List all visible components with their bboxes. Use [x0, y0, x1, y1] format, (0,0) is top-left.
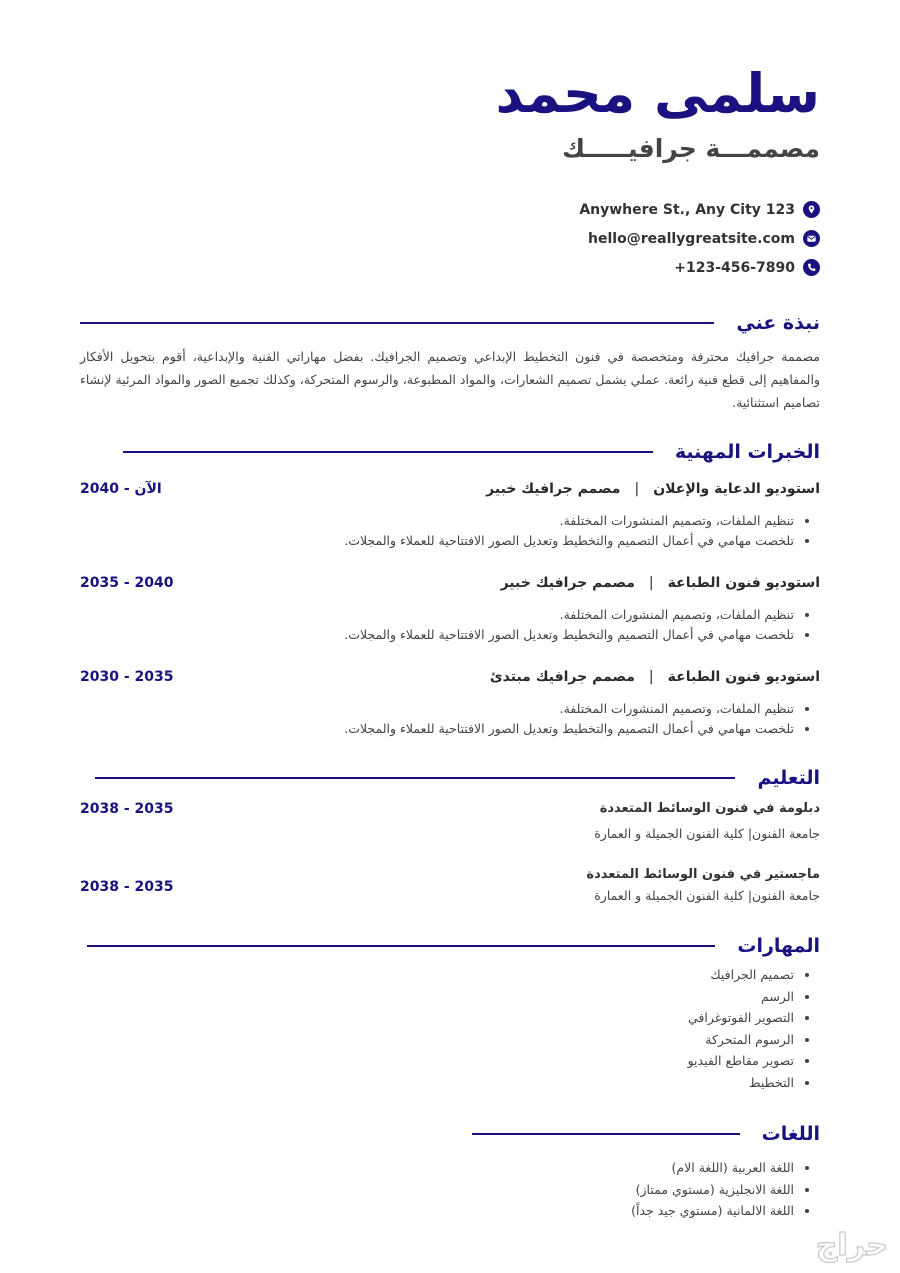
education-divider: [95, 777, 735, 779]
job-2-duties: [344, 605, 820, 645]
experience-heading: الخبرات المهنية: [674, 441, 820, 463]
education-1-institution: جامعة الفنون| كلية الفنون الجميلة و العمارة: [594, 826, 820, 841]
job-3-header: [80, 669, 820, 685]
list-item: • اللغة الانجليزية (مستوي ممتاز): [631, 1179, 794, 1201]
job-3-date: 2030 - 2035: [80, 669, 174, 685]
phone-icon: [803, 259, 820, 276]
list-item: • تنظيم الملفات، وتصميم المنشورات المختلفة.: [344, 605, 794, 625]
resume-title: مصممـــة جرافيـــــك: [562, 134, 820, 163]
skills-heading: المهارات: [737, 935, 820, 957]
list-item: • تلخصت مهامي في أعمال التصميم والتخطيط وتعديل الصور الافتتاحية للعملاء والمجلات.: [344, 719, 794, 739]
experience-divider: [123, 451, 653, 453]
job-1-duties: [344, 511, 820, 551]
languages-heading: اللغات: [761, 1123, 820, 1145]
phone-text: +123-456-7890: [674, 259, 795, 276]
contact-phone: [674, 259, 820, 276]
job-1-header: [80, 481, 820, 497]
skills-divider: [87, 945, 715, 947]
list-item: • التصوير الفوتوغرافي: [688, 1007, 794, 1029]
education-2-title: ماجستير في فنون الوسائط المتعددة: [586, 867, 820, 882]
section-skills: [80, 935, 820, 957]
section-about: [80, 312, 820, 334]
about-text: مصممة جرافيك محترفة ومتخصصة في فنون التخطيط الإبداعي وتصميم الجرافيك. بفضل مهاراتي الفنية والإبداعية، أقوم بتحويل الأفكار والمفاهيم إلى قطع فنية رائعة. عملي يشمل تصميم الشعارات، والمواد المطبوعة، والرسوم المتحركة، وكذلك تجميع الصور والمواد المرئية لإنشاء تصاميم استثنائية.: [80, 349, 820, 410]
about-heading: نبذة عني: [736, 312, 820, 334]
languages-list: [631, 1157, 820, 1222]
list-item: • الرسم: [688, 986, 794, 1008]
email-text: hello@reallygreatsite.com: [588, 230, 795, 247]
list-item: • تلخصت مهامي في أعمال التصميم والتخطيط وتعديل الصور الافتتاحية للعملاء والمجلات.: [344, 625, 794, 645]
haraj-watermark: حراج: [815, 1228, 888, 1263]
education-heading: التعليم: [757, 767, 820, 789]
education-1-date: 2038 - 2035: [80, 801, 174, 817]
list-item: • اللغة العربية (اللغة الام): [631, 1157, 794, 1179]
section-experience: [80, 441, 820, 463]
job-2-date: 2035 - 2040: [80, 575, 174, 591]
job-2-title: استوديو فنون الطباعة|مصمم جرافيك خبير: [500, 575, 820, 591]
list-item: • تصوير مقاطع الفيديو: [688, 1050, 794, 1072]
job-1-date: 2040 - الآن: [80, 481, 162, 497]
list-item: • الرسوم المتحركة: [688, 1029, 794, 1051]
list-item: • تنظيم الملفات، وتصميم المنشورات المختلفة.: [344, 511, 794, 531]
location-pin-icon: [803, 201, 820, 218]
address-text: Anywhere St., Any City 123: [579, 201, 795, 218]
job-2-header: [80, 575, 820, 591]
job-3-title: استوديو فنون الطباعة|مصمم جرافيك مبتدئ: [489, 669, 820, 685]
job-3-duties: [344, 699, 820, 739]
list-item: • تلخصت مهامي في أعمال التصميم والتخطيط وتعديل الصور الافتتاحية للعملاء والمجلات.: [344, 531, 794, 551]
list-item: • اللغة الالمانية (مستوي جيد جداً): [631, 1200, 794, 1222]
languages-divider: [472, 1133, 740, 1135]
skills-list: [688, 964, 820, 1094]
job-1-title: استوديو الدعاية والإعلان|مصمم جرافيك خبير: [486, 481, 820, 497]
list-item: • تصميم الجرافيك: [688, 964, 794, 986]
about-divider: [80, 322, 714, 324]
education-1-title: دبلومة في فنون الوسائط المتعددة: [599, 801, 820, 816]
resume-name: سلمى محمد: [495, 62, 820, 125]
contact-address: [579, 201, 820, 218]
section-languages: [470, 1123, 820, 1145]
list-item: • تنظيم الملفات، وتصميم المنشورات المختلفة.: [344, 699, 794, 719]
education-2-date: 2038 - 2035: [80, 879, 174, 895]
contact-email: [588, 230, 820, 247]
education-2-institution: جامعة الفنون| كلية الفنون الجميلة و العمارة: [594, 888, 820, 903]
section-education: [80, 767, 820, 789]
email-icon: [803, 230, 820, 247]
list-item: • التخطيط: [688, 1072, 794, 1094]
